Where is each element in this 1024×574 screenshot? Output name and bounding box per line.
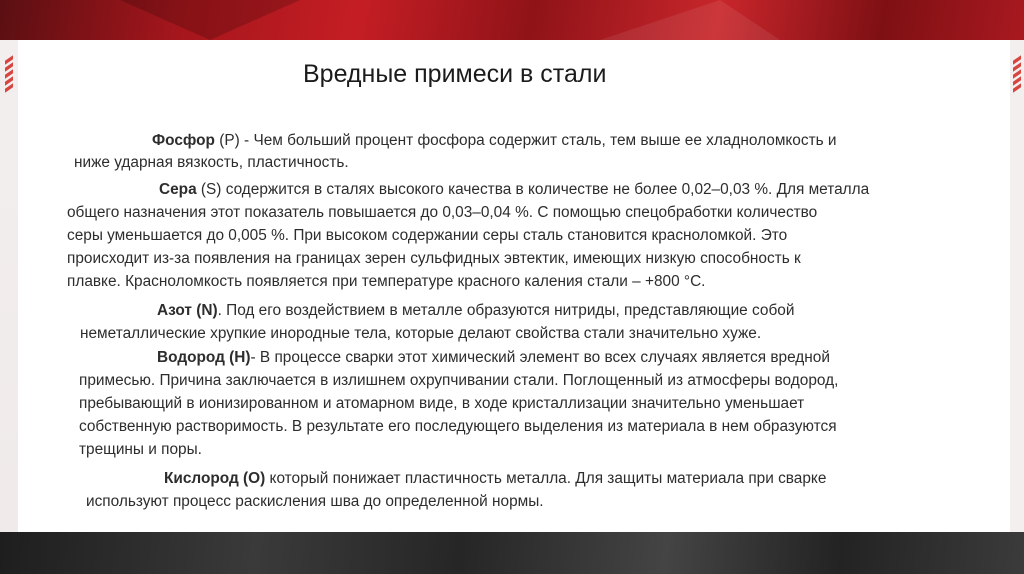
right-stripe-pattern: [1013, 58, 1021, 90]
bottom-decor-band: [0, 532, 1024, 574]
slide-title: Вредные примеси в стали: [303, 60, 607, 88]
right-decor-strip: [1010, 40, 1024, 532]
sulfur-line-1: Сера (S) содержится в сталях высокого качества в количестве не более 0,02–0,03 %. Для металла: [159, 181, 870, 198]
left-decor-strip: [0, 40, 18, 532]
nitrogen-term: Азот (N): [157, 302, 218, 319]
sulfur-line-2: общего назначения этот показатель повышается до 0,03–0,04 %. С помощью спецобработки количество: [67, 204, 818, 221]
hydrogen-line-4: собственную растворимость. В результате его последующего выделения из материала в нем образуются: [79, 418, 837, 435]
oxygen-line-2: используют процесс раскисления шва до определенной нормы.: [86, 493, 544, 510]
sulfur-line-4: происходит из-за появления на границах зерен сульфидных эвтектик, имеющих низкую способность к: [67, 250, 801, 267]
sulfur-line-5: плавке. Красноломкость появляется при температуре красного каления стали – +800 °С.: [67, 273, 706, 290]
top-decor-band: [0, 0, 1024, 40]
phosphorus-line-2: ниже ударная вязкость, пластичность.: [74, 154, 349, 171]
hydrogen-line-1: Водород (Н)- В процессе сварки этот химический элемент во всех случаях является вредной: [157, 349, 830, 366]
left-stripe-pattern: [5, 58, 13, 90]
hydrogen-term: Водород (Н): [157, 349, 251, 366]
sulfur-line-3: серы уменьшается до 0,005 %. При высоком содержании серы сталь становится красноломкой. Это: [67, 227, 788, 244]
hydrogen-line-3: пребывающий в ионизированном и атомарном виде, в ходе кристаллизации значительно уменьшает: [79, 395, 805, 412]
decor-facet: [120, 0, 300, 40]
sulfur-term: Сера: [159, 181, 197, 198]
phosphorus-line-1: Фосфор (Р) - Чем больший процент фосфора содержит сталь, тем выше ее хладноломкость и: [152, 132, 837, 149]
hydrogen-line-5: трещины и поры.: [79, 441, 202, 458]
phosphorus-term: Фосфор: [152, 132, 215, 149]
nitrogen-line-2: неметаллические хрупкие инородные тела, которые делают свойства стали значительно хуже.: [80, 325, 762, 342]
hydrogen-line-2: примесью. Причина заключается в излишнем охрупчивании стали. Поглощенный из атмосферы водород,: [79, 372, 839, 389]
decor-facet: [600, 0, 780, 40]
nitrogen-line-1: Азот (N). Под его воздействием в металле образуются нитриды, представляющие собой: [157, 302, 795, 319]
oxygen-line-1: Кислород (О) который понижает пластичность металла. Для защиты материала при сварке: [164, 470, 827, 487]
oxygen-term: Кислород (О): [164, 470, 266, 487]
